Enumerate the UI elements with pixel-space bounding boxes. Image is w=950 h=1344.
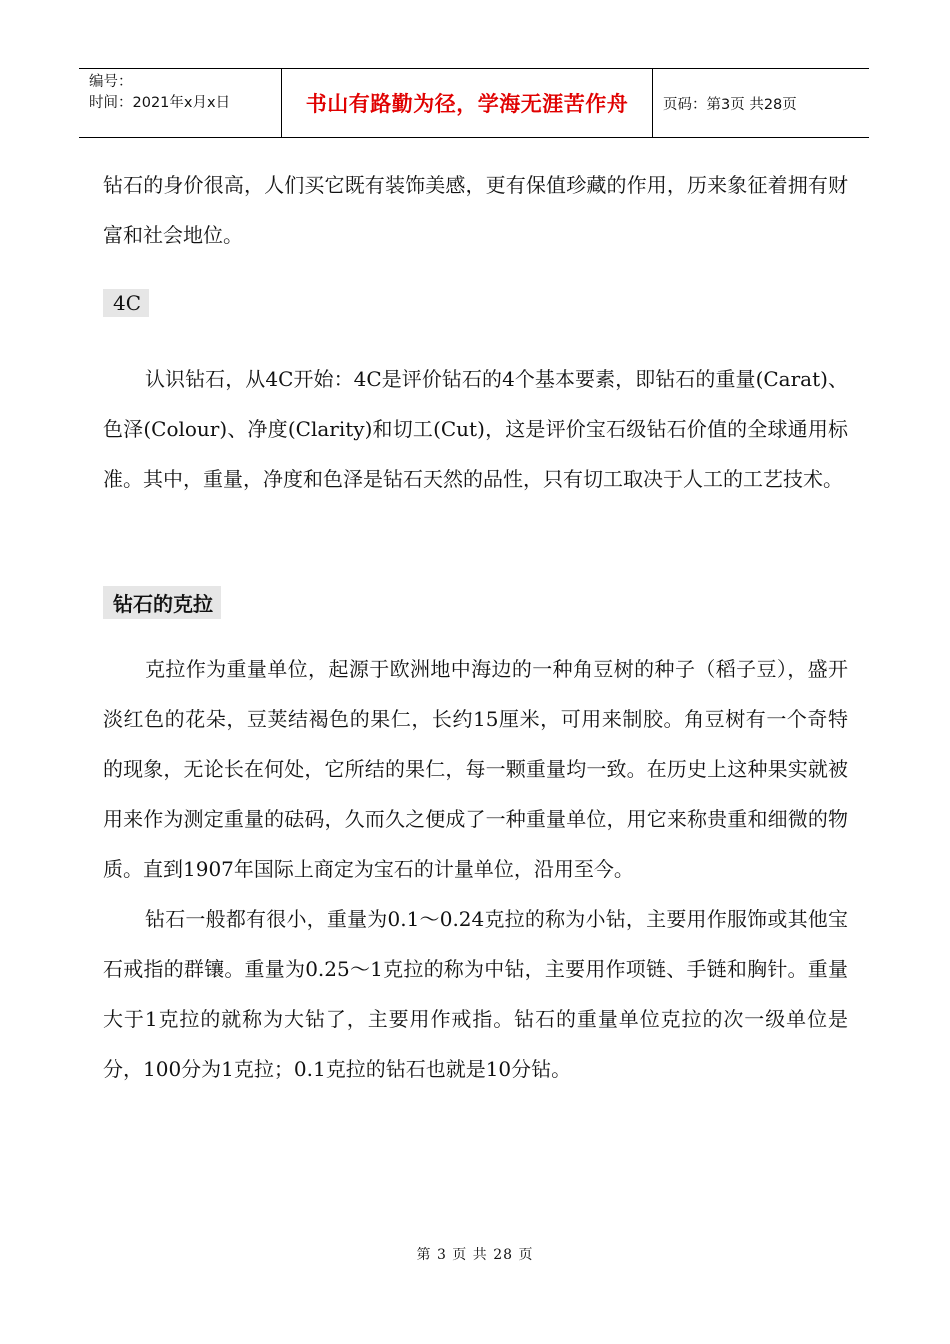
section-carat-body xyxy=(103,644,848,1094)
intro-paragraph: 钻石的身价很高，人们买它既有装饰美感，更有保值珍藏的作用，历来象征着拥有财富和社会地位。 xyxy=(103,173,848,247)
header-page-cell xyxy=(653,69,869,137)
paragraph-carat-sizes: 钻石一般都有很小，重量为0.1～0.24克拉的称为小钻，主要用作服饰或其他宝石戒指的群镶。重量为0.25～1克拉的称为中钻，主要用作项链、手链和胸针。重量大于1克拉的就称为大钻了，主要用作戒指。钻石的重量单位克拉的次一级单位是分，100分为1克拉；0.1克拉的钻石也就是10分钻。 xyxy=(103,907,848,1081)
page-info: 页码：第3页 共28页 xyxy=(663,96,797,113)
page-header xyxy=(79,68,869,138)
section-heading-4c: 4C xyxy=(103,289,149,317)
code-label: 编号： xyxy=(89,74,133,90)
header-meta-cell xyxy=(79,69,282,137)
document-body xyxy=(103,160,848,260)
motto-text: 书山有路勤为径，学海无涯苦作舟 xyxy=(305,92,629,116)
page-footer: 第 3 页 共 28 页 xyxy=(416,1247,534,1263)
time-label: 时间：2021年x月x日 xyxy=(89,95,231,111)
paragraph-carat-origin: 克拉作为重量单位，起源于欧洲地中海边的一种角豆树的种子（稻子豆），盛开淡红色的花朵，豆荚结褐色的果仁，长约15厘米，可用来制胶。角豆树有一个奇特的现象，无论长在何处，它所结的果仁，每一颗重量均一致。在历史上这种果实就被用来作为测定重量的砝码，久而久之便成了一种重量单位，用它来称贵重和细微的物质。直到1907年国际上商定为宝石的计量单位，沿用至今。 xyxy=(103,657,848,881)
header-motto-cell xyxy=(282,69,653,137)
section-heading-carat: 钻石的克拉 xyxy=(103,586,221,619)
paragraph-4c: 认识钻石，从4C开始：4C是评价钻石的4个基本要素，即钻石的重量(Carat)、色泽(Colour)、净度(Clarity)和切工(Cut)，这是评价宝石级钻石价值的全球通用标准。其中，重量，净度和色泽是钻石天然的品性，只有切工取决于人工的工艺技术。 xyxy=(103,367,848,491)
section-4c-body xyxy=(103,354,848,504)
